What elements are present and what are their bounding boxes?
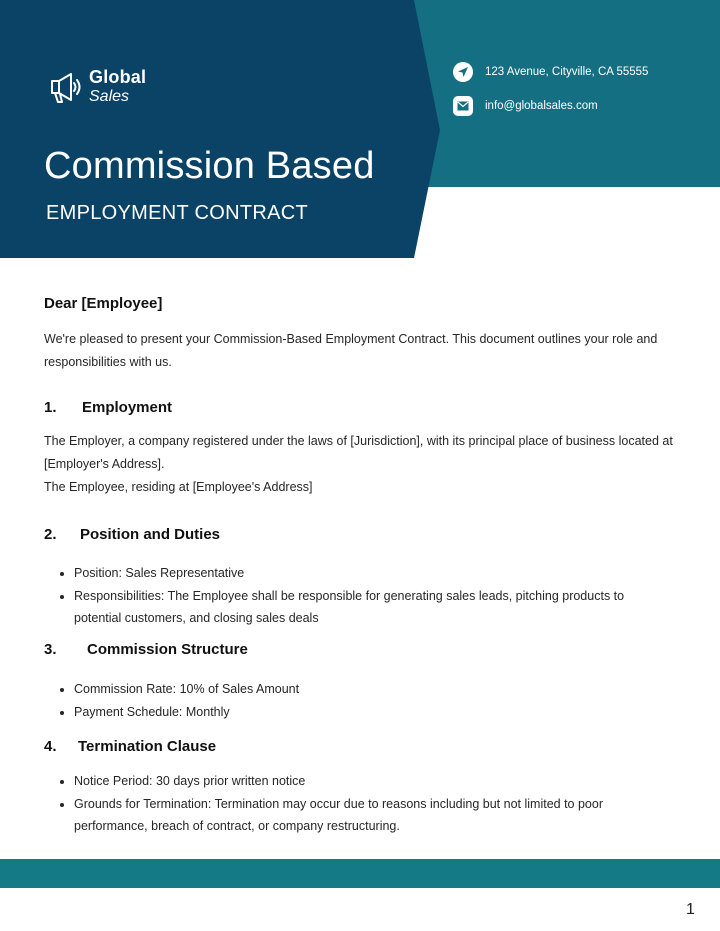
location-arrow-icon: [453, 62, 473, 82]
address-text: 123 Avenue, Cityville, CA 55555: [485, 66, 649, 78]
section-number: 2.: [44, 526, 57, 543]
section-title: Employment: [82, 399, 173, 416]
list-item: • Responsibilities: The Employee shall be responsible for generating sales leads, pitching products to potential customers, and closing sales deals: [74, 585, 664, 630]
intro-paragraph: We're pleased to present your Commission-Based Employment Contract. This document outlines your role and responsibilities with us.: [44, 332, 658, 369]
greeting: Dear [Employee]: [44, 295, 163, 312]
section-number: 3.: [44, 641, 57, 658]
contact-email: [453, 96, 598, 116]
list-item: • Notice Period: 30 days prior written notice: [74, 770, 674, 793]
megaphone-icon: [49, 69, 83, 105]
logo-name: Global: [89, 67, 147, 87]
logo-subname: Sales: [89, 88, 130, 105]
document-title: Commission Based: [44, 145, 375, 187]
section-heading-termination: [44, 739, 216, 754]
contact-address: [453, 62, 648, 82]
footer-bar: [0, 859, 720, 888]
section-title: Position and Duties: [80, 526, 221, 543]
employment-paragraph-2: The Employee, residing at [Employee's Address]: [44, 480, 313, 494]
termination-bullet-list: [56, 770, 674, 838]
section-number: 1.: [44, 399, 57, 416]
list-item: • Grounds for Termination: Termination may occur due to reasons including but not limited to poor performance, breach of contract, or company restructuring.: [74, 793, 674, 838]
document-subtitle: EMPLOYMENT CONTRACT: [46, 202, 309, 224]
email-link[interactable]: info@globalsales.com: [485, 100, 598, 112]
position-bullet-list: [56, 562, 664, 630]
list-item: • Commission Rate: 10% of Sales Amount: [74, 678, 664, 701]
section-number: 4.: [44, 738, 57, 755]
section-heading-employment: [44, 400, 172, 415]
section-heading-commission: [44, 642, 248, 657]
commission-bullet-list: [56, 678, 664, 723]
section-heading-position: [44, 527, 220, 542]
list-item: • Payment Schedule: Monthly: [74, 701, 664, 724]
section-title: Termination Clause: [78, 738, 217, 755]
company-logo: [49, 68, 146, 105]
employment-paragraph: The Employer, a company registered under the laws of [Jurisdiction], with its principal place of business located at [Employer's Address].: [44, 434, 673, 471]
mail-icon: [453, 96, 473, 116]
page-number: 1: [686, 901, 695, 918]
list-item: • Position: Sales Representative: [74, 562, 664, 585]
section-title: Commission Structure: [87, 641, 248, 658]
